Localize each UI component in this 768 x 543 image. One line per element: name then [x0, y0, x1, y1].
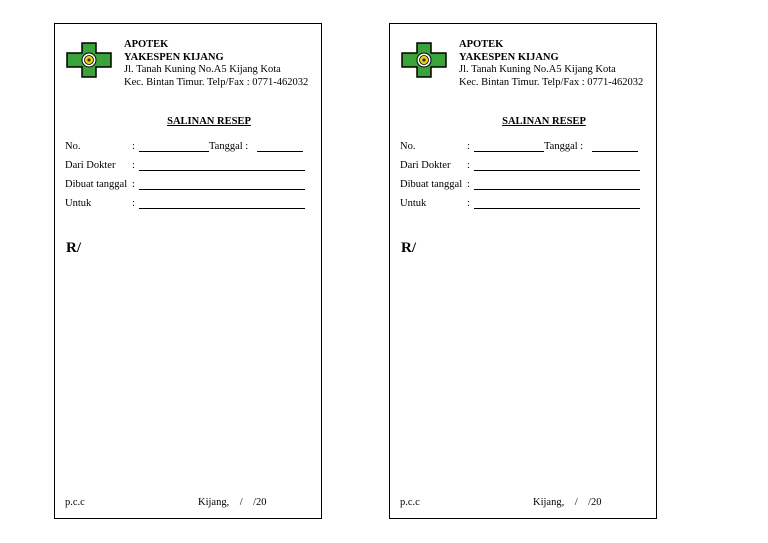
pharmacy-name-line1: APOTEK	[124, 39, 169, 50]
pharmacy-address-line2: Kec. Bintan Timur. Telp/Fax : 0771-462032	[459, 76, 644, 88]
rx-symbol: R/	[401, 240, 416, 256]
tanggal-blank-line[interactable]	[592, 140, 638, 152]
colon: :	[132, 179, 135, 190]
untuk-label: Untuk	[65, 198, 92, 209]
pharmacy-header	[124, 39, 308, 89]
dibuat-tanggal-blank-line[interactable]	[139, 178, 305, 190]
no-blank-line[interactable]	[139, 140, 209, 152]
pcc-label: p.c.c	[65, 497, 85, 508]
dibuat-tanggal-blank-line[interactable]	[474, 178, 640, 190]
pharmacy-header	[459, 39, 643, 89]
rx-symbol: R/	[66, 240, 81, 256]
dari-dokter-blank-line[interactable]	[474, 159, 640, 171]
colon: :	[467, 179, 470, 190]
place-date-label: Kijang, / /20	[198, 497, 267, 508]
colon: :	[132, 198, 135, 209]
pharmacy-address-line1: Jl. Tanah Kuning No.A5 Kijang Kota	[459, 64, 616, 75]
dari-dokter-label: Dari Dokter	[65, 160, 116, 171]
dari-dokter-label: Dari Dokter	[400, 160, 451, 171]
untuk-blank-line[interactable]	[474, 197, 640, 209]
untuk-blank-line[interactable]	[139, 197, 305, 209]
prescription-copy-card-right	[389, 23, 657, 519]
pharmacy-address-line1: Jl. Tanah Kuning No.A5 Kijang Kota	[124, 64, 281, 75]
dibuat-tanggal-label: Dibuat tanggal	[400, 179, 463, 190]
pharmacy-address-line2: Kec. Bintan Timur. Telp/Fax : 0771-462032	[124, 76, 309, 88]
no-blank-line[interactable]	[474, 140, 544, 152]
tanggal-label: Tanggal :	[209, 141, 249, 152]
dari-dokter-blank-line[interactable]	[139, 159, 305, 171]
dibuat-tanggal-label: Dibuat tanggal	[65, 179, 128, 190]
tanggal-blank-line[interactable]	[257, 140, 303, 152]
prescription-copy-card-left	[54, 23, 322, 519]
pharmacy-name-line1: APOTEK	[459, 39, 504, 50]
place-date-label: Kijang, / /20	[533, 497, 602, 508]
pcc-label: p.c.c	[400, 497, 420, 508]
green-cross-logo-icon	[401, 42, 447, 78]
colon: :	[467, 160, 470, 171]
form-title: SALINAN RESEP	[167, 116, 251, 127]
pharmacy-name-line2: YAKESPEN KIJANG	[459, 51, 559, 63]
colon: :	[132, 160, 135, 171]
form-title: SALINAN RESEP	[502, 116, 586, 127]
colon: :	[467, 198, 470, 209]
untuk-label: Untuk	[400, 198, 427, 209]
no-label: No.	[65, 141, 81, 152]
pharmacy-name-line2: YAKESPEN KIJANG	[124, 51, 224, 63]
colon: :	[132, 141, 135, 152]
green-cross-logo-icon	[66, 42, 112, 78]
colon: :	[467, 141, 470, 152]
no-label: No.	[400, 141, 416, 152]
tanggal-label: Tanggal :	[544, 141, 584, 152]
